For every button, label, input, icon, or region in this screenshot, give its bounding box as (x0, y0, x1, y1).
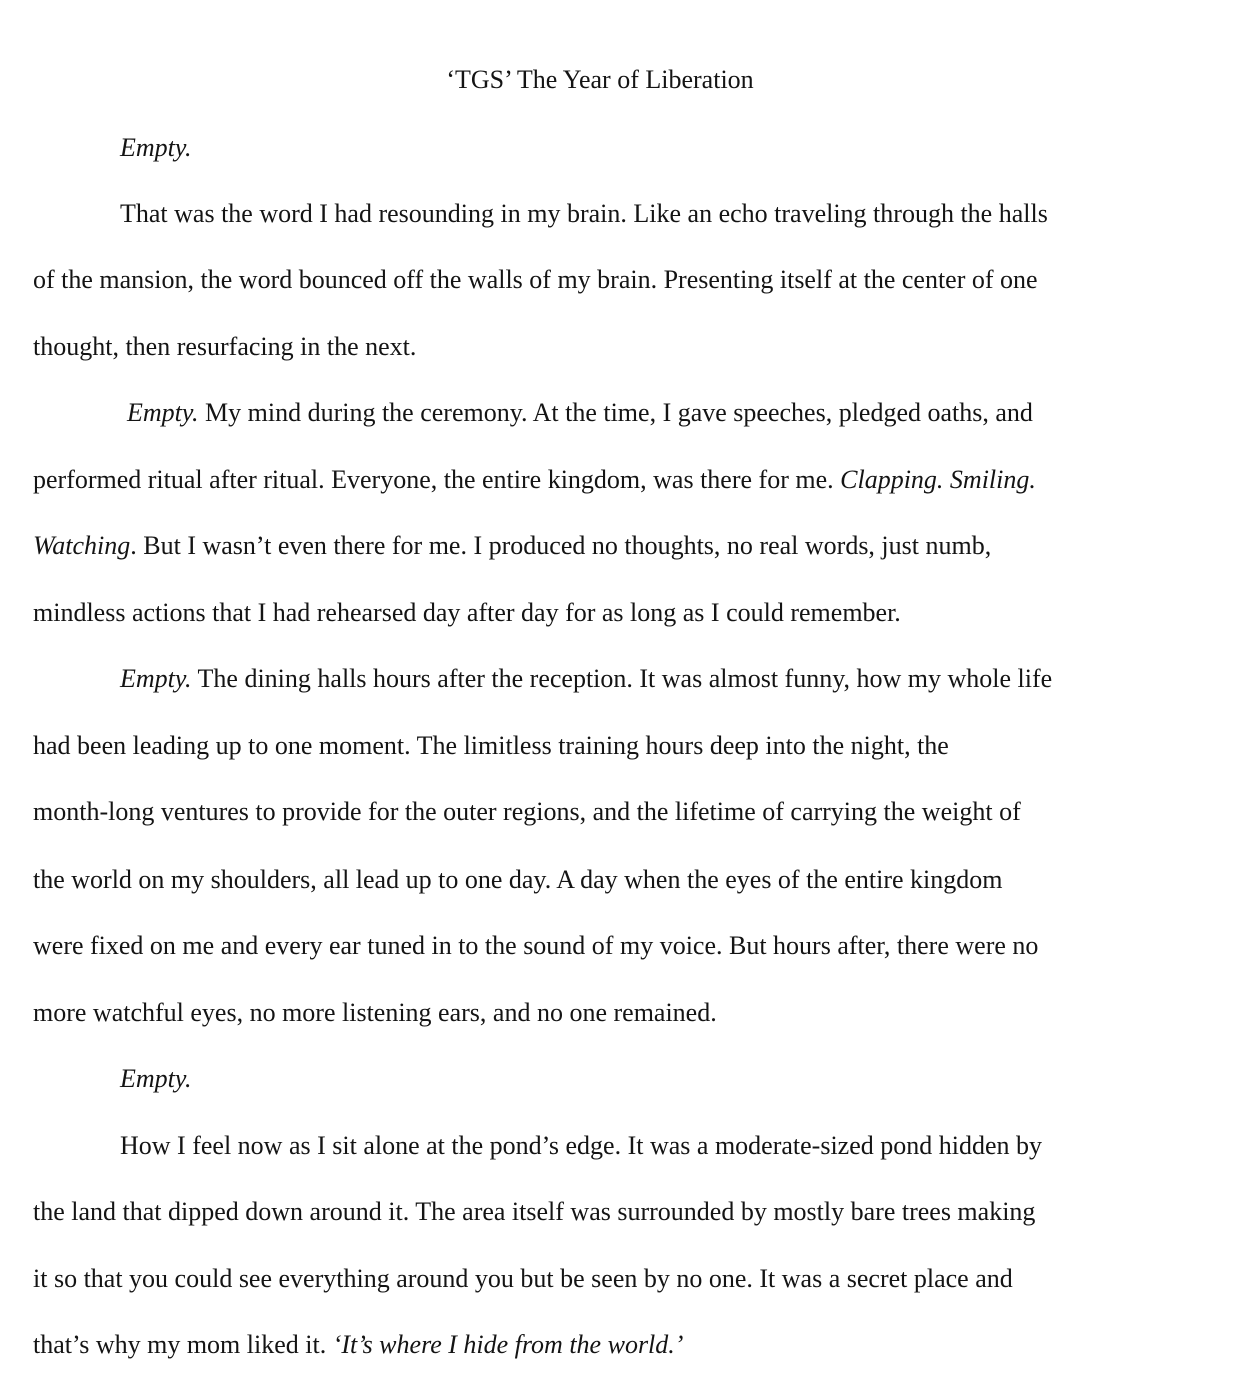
body-text: it so that you could see everything around you but be seen by no one. It was a secret place and (33, 1264, 1013, 1293)
text-line (33, 928, 1038, 964)
italic-text: Empty. (120, 664, 192, 693)
body-text: mindless actions that I had rehearsed day after day for as long as I could remember. (33, 598, 901, 627)
body-text: performed ritual after ritual. Everyone, the entire kingdom, was there for me. (33, 465, 841, 494)
body-text: The dining halls hours after the reception. It was almost funny, how my whole life (191, 664, 1053, 693)
body-text: the world on my shoulders, all lead up to one day. A day when the eyes of the entire kingdom (33, 865, 1003, 894)
text-line (120, 130, 192, 166)
text-line (33, 794, 1021, 830)
body-text: that’s why my mom liked it. (33, 1330, 333, 1359)
body-text: of the mansion, the word bounced off the walls of my brain. Presenting itself at the center of one (33, 265, 1038, 294)
text-line (33, 595, 901, 631)
italic-text: Empty. (127, 398, 199, 427)
text-line (33, 728, 949, 764)
text-line (33, 1327, 683, 1363)
text-line (120, 1128, 1042, 1164)
text-line (127, 395, 1033, 431)
text-line (33, 995, 717, 1031)
text-line (33, 1194, 1035, 1230)
text-line (120, 661, 1052, 697)
text-line (120, 1061, 192, 1097)
body-text: had been leading up to one moment. The limitless training hours deep into the night, the (33, 731, 949, 760)
text-line (33, 1261, 1013, 1297)
body-text: more watchful eyes, no more listening ears, and no one remained. (33, 998, 717, 1027)
body-text: How I feel now as I sit alone at the pond’s edge. It was a moderate-sized pond hidden by (120, 1131, 1043, 1160)
body-text: month-long ventures to provide for the outer regions, and the lifetime of carrying the weight of (33, 797, 1021, 826)
body-text: My mind during the ceremony. At the time, I gave speeches, pledged oaths, and (198, 398, 1033, 427)
text-line (33, 329, 416, 365)
italic-text: Empty. (120, 133, 192, 162)
text-line (33, 462, 1036, 498)
body-text: thought, then resurfacing in the next. (33, 332, 417, 361)
body-text: were fixed on me and every ear tuned in to the sound of my voice. But hours after, there were no (33, 931, 1039, 960)
text-line (120, 196, 1048, 232)
document-title: ‘TGS’ The Year of Liberation (446, 65, 754, 94)
italic-text: Clapping. Smiling. (840, 465, 1036, 494)
text-line (33, 528, 991, 564)
body-text: That was the word I had resounding in my brain. Like an echo traveling through the halls (120, 199, 1048, 228)
body-text: the land that dipped down around it. The area itself was surrounded by mostly bare trees making (33, 1197, 1036, 1226)
italic-text: ‘It’s where I hide from the world.’ (332, 1330, 684, 1359)
text-line (33, 262, 1038, 298)
italic-text: Watching (33, 531, 131, 560)
text-line (33, 862, 1003, 898)
body-text: . But I wasn’t even there for me. I produced no thoughts, no real words, just numb, (130, 531, 992, 560)
italic-text: Empty. (120, 1064, 192, 1093)
